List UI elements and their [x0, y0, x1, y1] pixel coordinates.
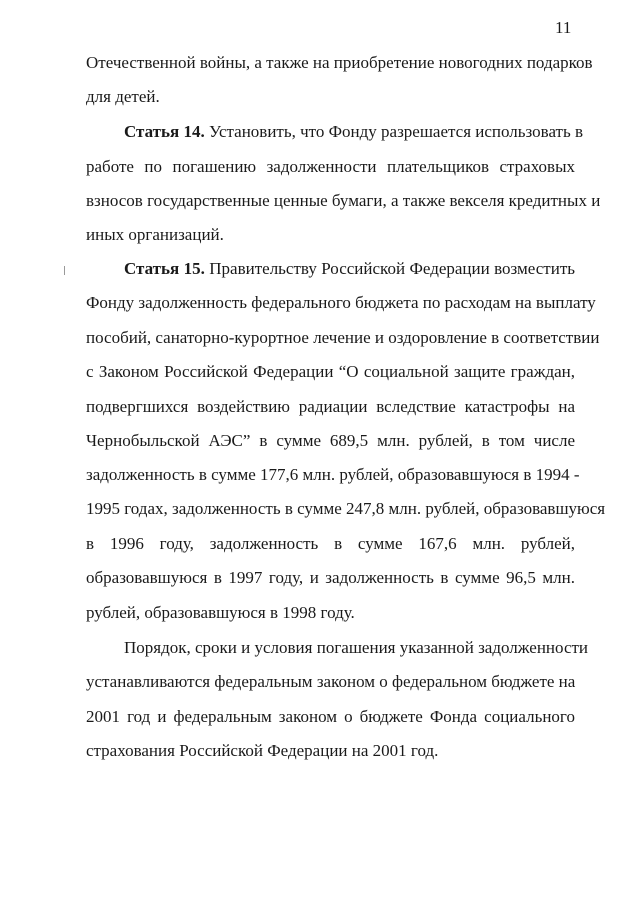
text-line: Отечественной войны, а также на приобретение новогодних подарков [86, 53, 593, 72]
text-line: для детей. [86, 87, 160, 106]
text-line: иных организаций. [86, 225, 224, 244]
margin-mark [64, 266, 65, 275]
text-line: пособий, санаторно-курортное лечение и оздоровление в соответствии [86, 328, 600, 347]
text-line: задолженность в сумме 177,6 млн. рублей, образовавшуюся в 1994 - [86, 465, 580, 484]
text-line: взносов государственные ценные бумаги, а также векселя кредитных и [86, 191, 601, 210]
text-line: подвергшихся воздействию радиации вследствие катастрофы на [86, 397, 575, 416]
text-line: устанавливаются федеральным законом о федеральном бюджете на [86, 672, 576, 691]
article-14-heading-line [124, 121, 584, 143]
article-14-label: Статья 14. [124, 122, 205, 141]
article-15-heading-line [124, 258, 575, 280]
article-15-label: Статья 15. [124, 259, 205, 278]
text-line: рублей, образовавшуюся в 1998 году. [86, 603, 355, 622]
article-14-text: Установить, что Фонду разрешается использовать в [204, 122, 584, 141]
text-line: с Законом Российской Федерации “О социальной защите граждан, [86, 362, 575, 381]
article-15-text: Правительству Российской Федерации возместить [204, 259, 575, 278]
text-line: 1995 годах, задолженность в сумме 247,8 млн. рублей, образовавшуюся [86, 499, 606, 518]
text-line: страхования Российской Федерации на 2001 год. [86, 741, 439, 760]
text-line: в 1996 году, задолженность в сумме 167,6 млн. рублей, [86, 534, 575, 553]
page-number: 11 [555, 18, 572, 37]
text-line: Фонду задолженность федерального бюджета по расходам на выплату [86, 293, 596, 312]
text-line: Чернобыльской АЭС” в сумме 689,5 млн. рублей, в том числе [86, 431, 575, 450]
text-line: 2001 год и федеральным законом о бюджете Фонда социального [86, 707, 575, 726]
text-line: образовавшуюся в 1997 году, и задолженность в сумме 96,5 млн. [86, 568, 575, 587]
text-line: работе по погашению задолженности плательщиков страховых [86, 157, 575, 176]
text-line: Порядок, сроки и условия погашения указанной задолженности [124, 638, 589, 657]
